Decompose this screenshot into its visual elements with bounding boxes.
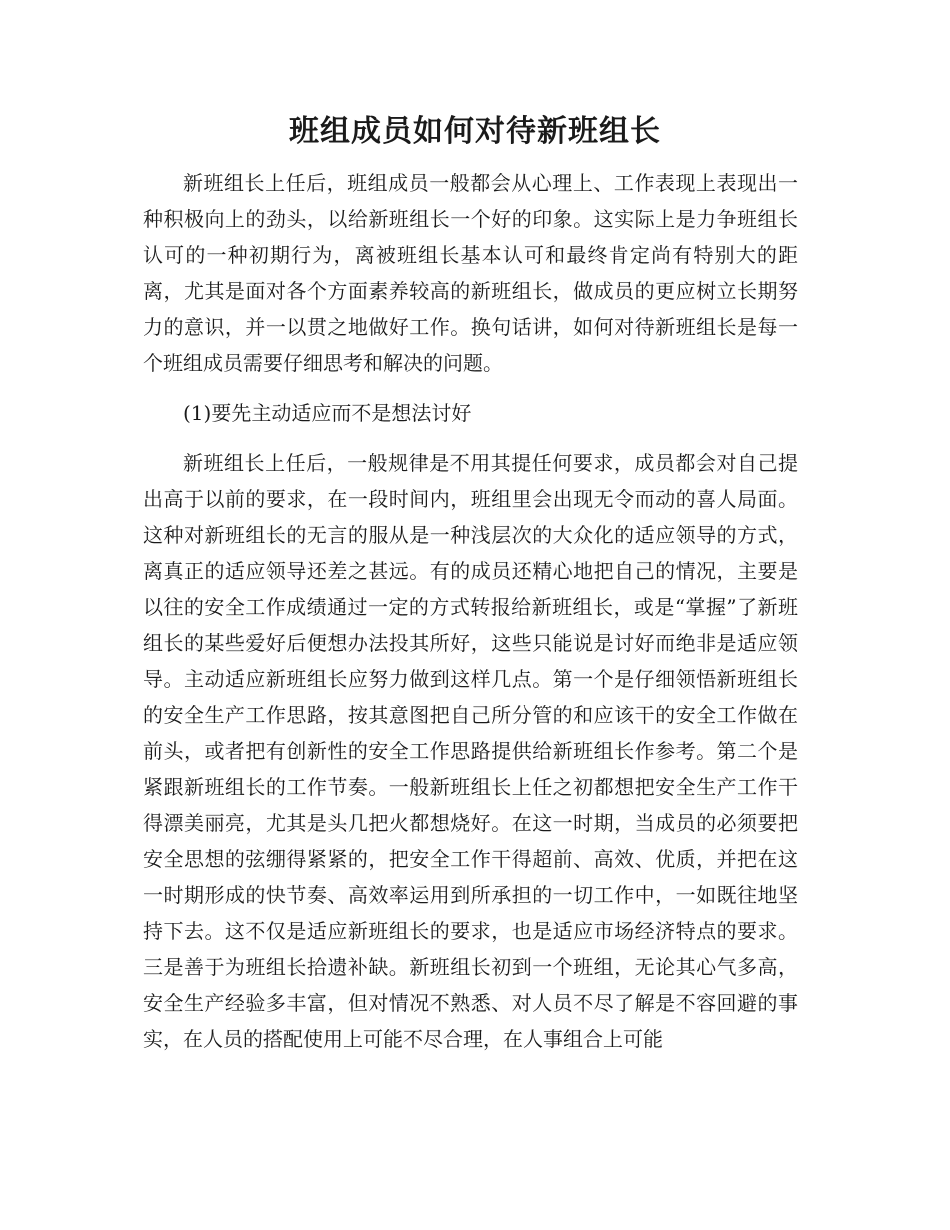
paragraph-intro: 新班组长上任后，班组成员一般都会从心理上、工作表现上表现出一种积极向上的劲头，以给新班组长一个好的印象。这实际上是力争班组长认可的一种初期行为，离被班组长基本认可和最终肯定尚有特别大的距离，尤其是面对各个方面素养较高的新班组长，做成员的更应树立长期努力的意识，并一以贯之地做好工作。换句话讲，如何对待新班组长是每一个班组成员需要仔细思考和解决的问题。 xyxy=(143,171,798,375)
section-heading: (1)要先主动适应而不是想法讨好 xyxy=(183,401,472,425)
paragraph-section-1: 新班组长上任后，一般规律是不用其提任何要求，成员都会对自己提出高于以前的要求，在一段时间内，班组里会出现无令而动的喜人局面。这种对新班组长的无言的服从是一种浅层次的大众化的适应领导的方式，离真正的适应领导还差之甚远。有的成员还精心地把自己的情况，主要是以往的安全工作成绩通过一定的方式转报给新班组长，或是“掌握”了新班组长的某些爱好后便想办法投其所好，这些只能说是讨好而绝非是适应领导。主动适应新班组长应努力做到这样几点。第一个是仔细领悟新班组长的安全生产工作思路，按其意图把自己所分管的和应该干的安全工作做在前头，或者把有创新性的安全工作思路提供给新班组长作参考。第二个是紧跟新班组长的工作节奏。一般新班组长上任之初都想把安全生产工作干得漂美丽亮，尤其是头几把火都想烧好。在这一时期，当成员的必须要把安全思想的弦绷得紧紧的，把安全工作干得超前、高效、优质，并把在这一时期形成的快节奏、高效率运用到所承担的一切工作中，一如既往地坚持下去。这不仅是适应新班组长的要求，也是适应市场经济特点的要求。三是善于为班组长拾遗补缺。新班组长初到一个班组，无论其心气多高，安全生产经验多丰富，但对情况不熟悉、对人员不尽了解是不容回避的事实，在人员的搭配使用上可能不尽合理，在人事组合上可能 xyxy=(143,451,798,1051)
document-body xyxy=(143,165,798,1057)
document-title: 班组成员如何对待新班组长 xyxy=(289,114,661,149)
